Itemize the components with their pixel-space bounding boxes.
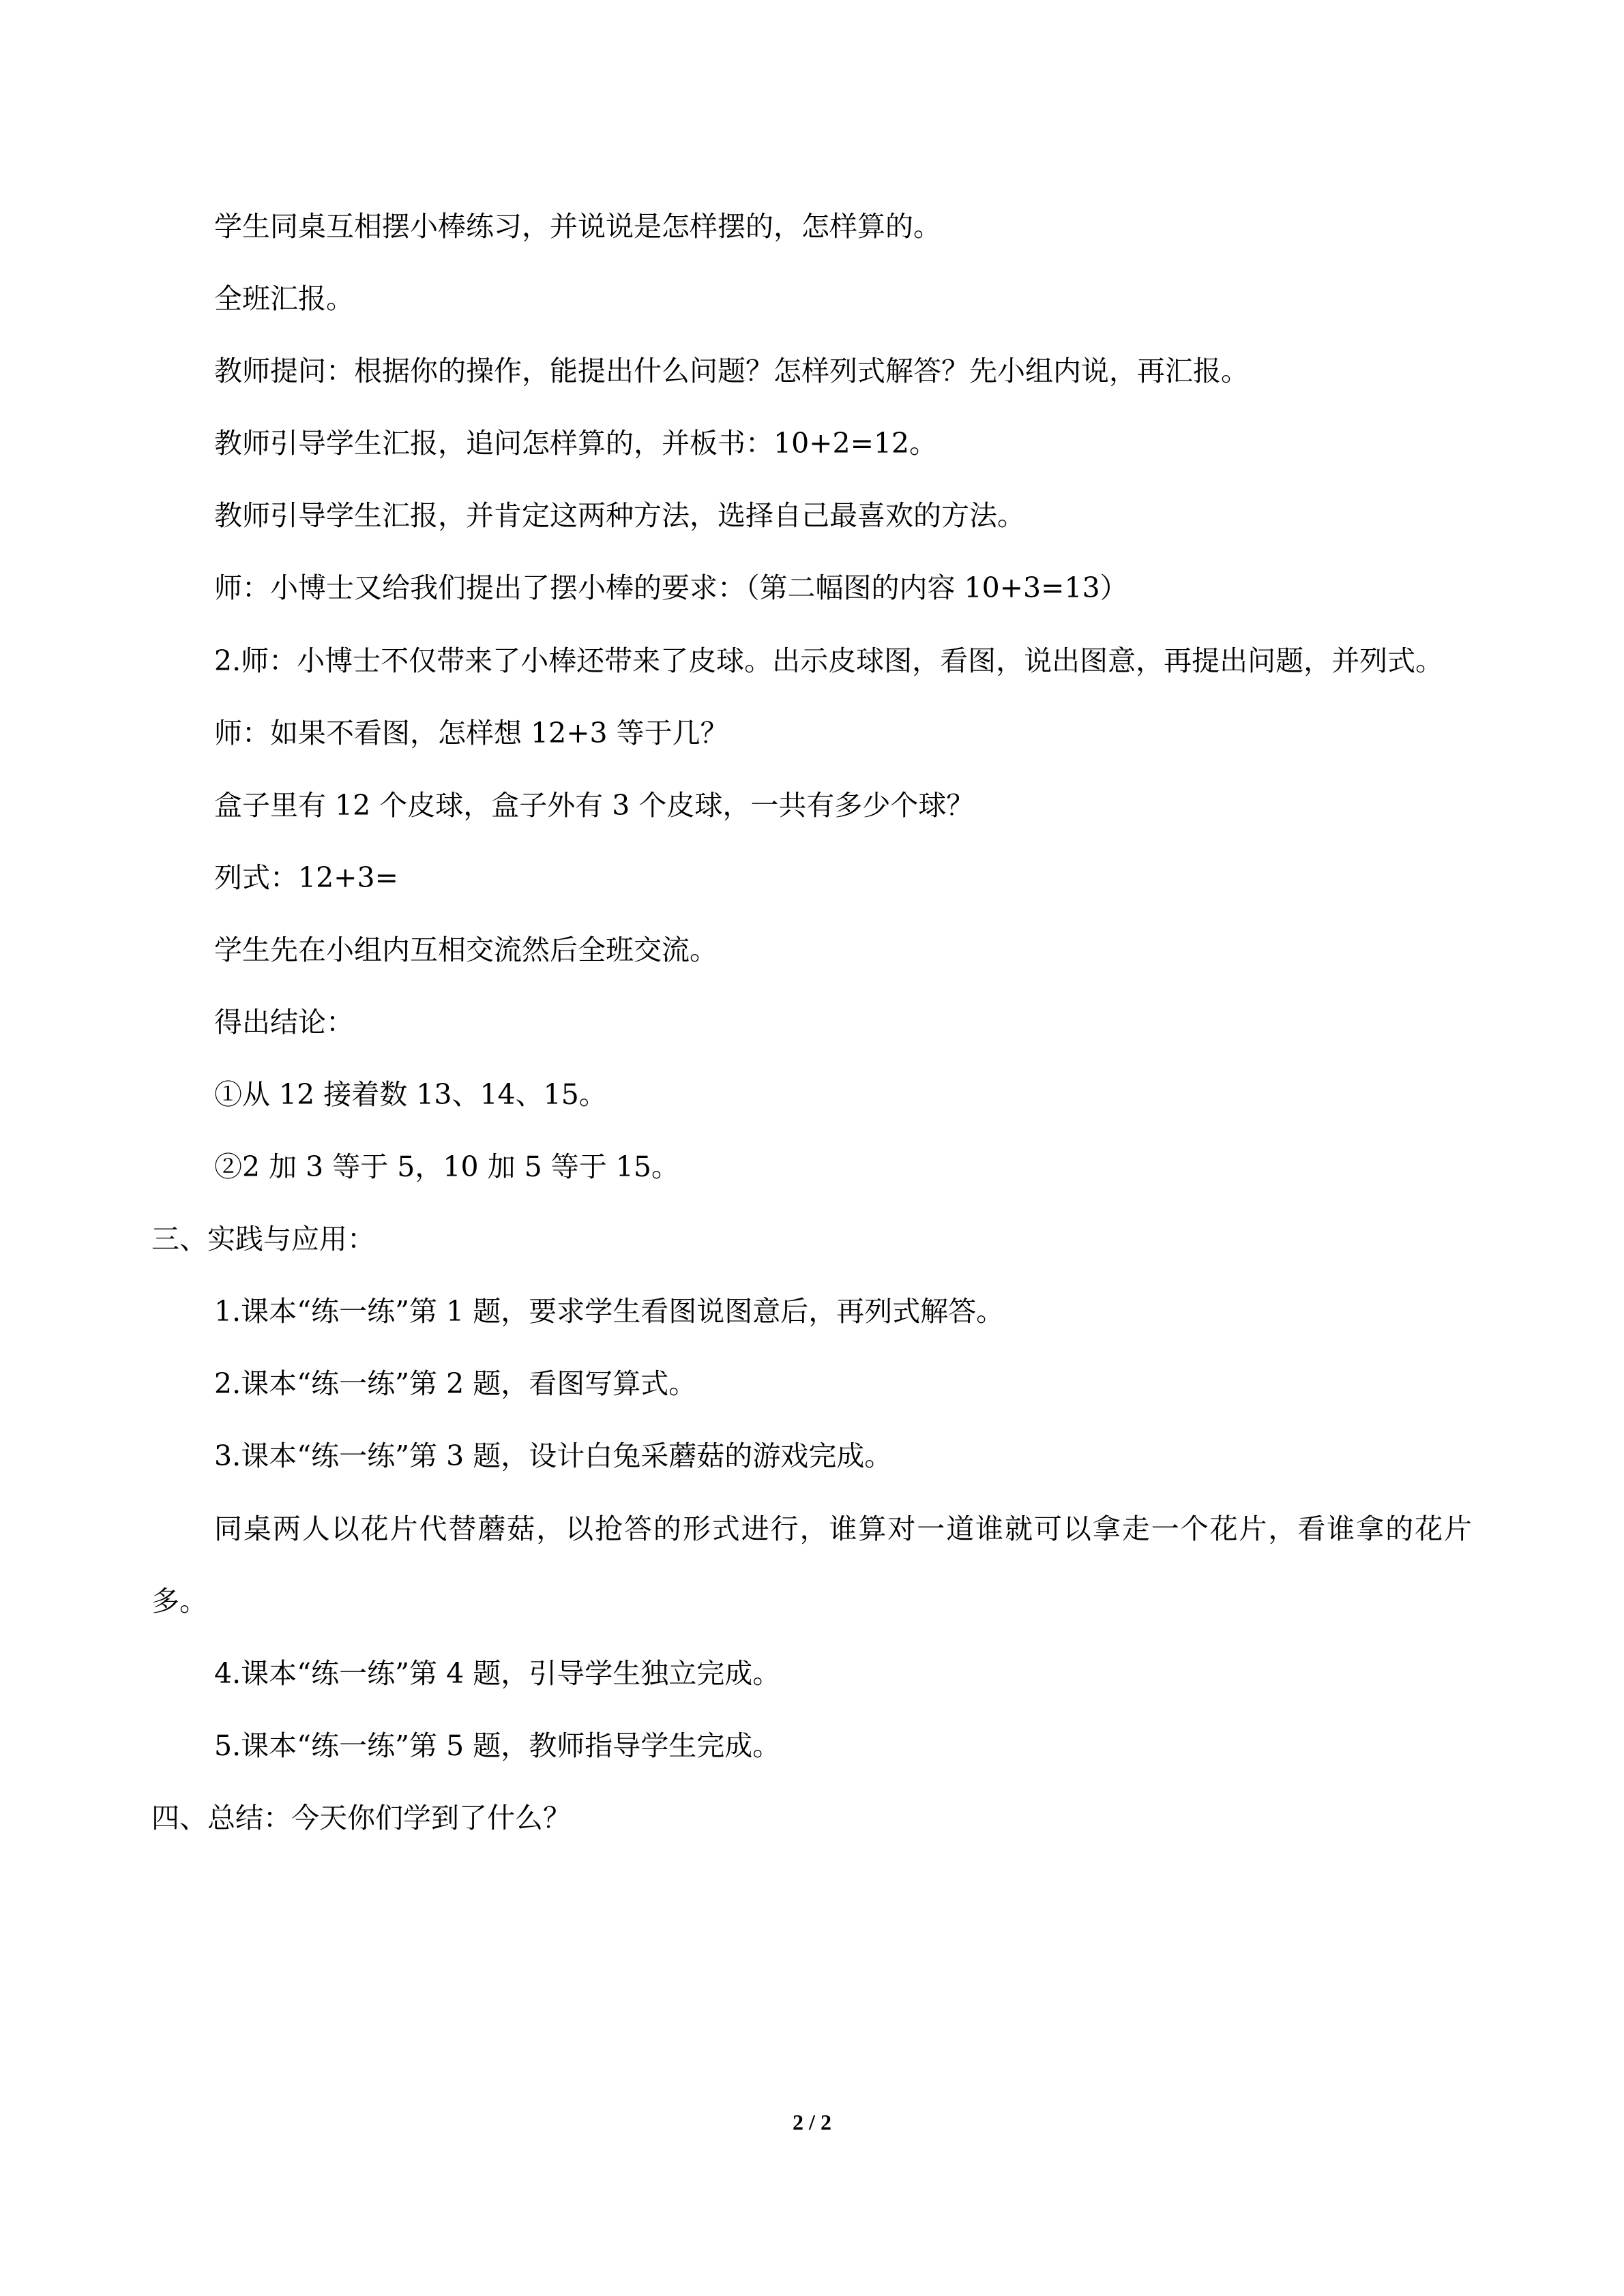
paragraph: 教师提问：根据你的操作，能提出什么问题？怎样列式解答？先小组内说，再汇报。	[214, 355, 1249, 387]
section-heading: 四、总结：今天你们学到了什么？	[151, 1802, 571, 1834]
page-number: 2 / 2	[793, 2110, 831, 2134]
paragraph: 4.课本“练一练”第 4 题，引导学生独立完成。	[214, 1657, 781, 1690]
paragraph: 同桌两人以花片代替蘑菇，以抢答的形式进行，谁算对一道谁就可以拿走一个花片，看谁拿的花片多。	[151, 1512, 1472, 1617]
paragraph: 学生同桌互相摆小棒练习，并说说是怎样摆的，怎样算的。	[214, 210, 941, 243]
section-heading: 三、实践与应用：	[151, 1223, 375, 1255]
document-body	[151, 205, 1472, 1868]
paragraph: 1.课本“练一练”第 1 题，要求学生看图说图意后，再列式解答。	[214, 1295, 1005, 1328]
paragraph: 全班汇报。	[214, 282, 354, 315]
paragraph: 盒子里有 12 个皮球，盒子外有 3 个皮球，一共有多少个球？	[214, 789, 975, 822]
paragraph: ①从 12 接着数 13、14、15。	[214, 1078, 607, 1111]
paragraph: 教师引导学生汇报，并肯定这两种方法，选择自己最喜欢的方法。	[214, 499, 1025, 532]
paragraph: 5.课本“练一练”第 5 题，教师指导学生完成。	[214, 1729, 781, 1762]
paragraph: ②2 加 3 等于 5，10 加 5 等于 15。	[214, 1150, 679, 1183]
paragraph: 2.师：小博士不仅带来了小棒还带来了皮球。出示皮球图，看图，说出图意，再提出问题，并列式。	[214, 644, 1444, 677]
paragraph: 得出结论：	[214, 1006, 354, 1039]
paragraph: 师：如果不看图，怎样想 12+3 等于几？	[214, 717, 728, 749]
paragraph: 学生先在小组内互相交流然后全班交流。	[214, 934, 718, 966]
paragraph: 师：小博士又给我们提出了摆小棒的要求：（第二幅图的内容 10+3=13）	[214, 571, 1128, 604]
paragraph: 教师引导学生汇报，追问怎样算的，并板书：10+2=12。	[214, 427, 938, 460]
paragraph: 列式：12+3=	[214, 861, 398, 894]
paragraph: 3.课本“练一练”第 3 题，设计白兔采蘑菇的游戏完成。	[214, 1440, 893, 1472]
paragraph: 2.课本“练一练”第 2 题，看图写算式。	[214, 1367, 697, 1400]
